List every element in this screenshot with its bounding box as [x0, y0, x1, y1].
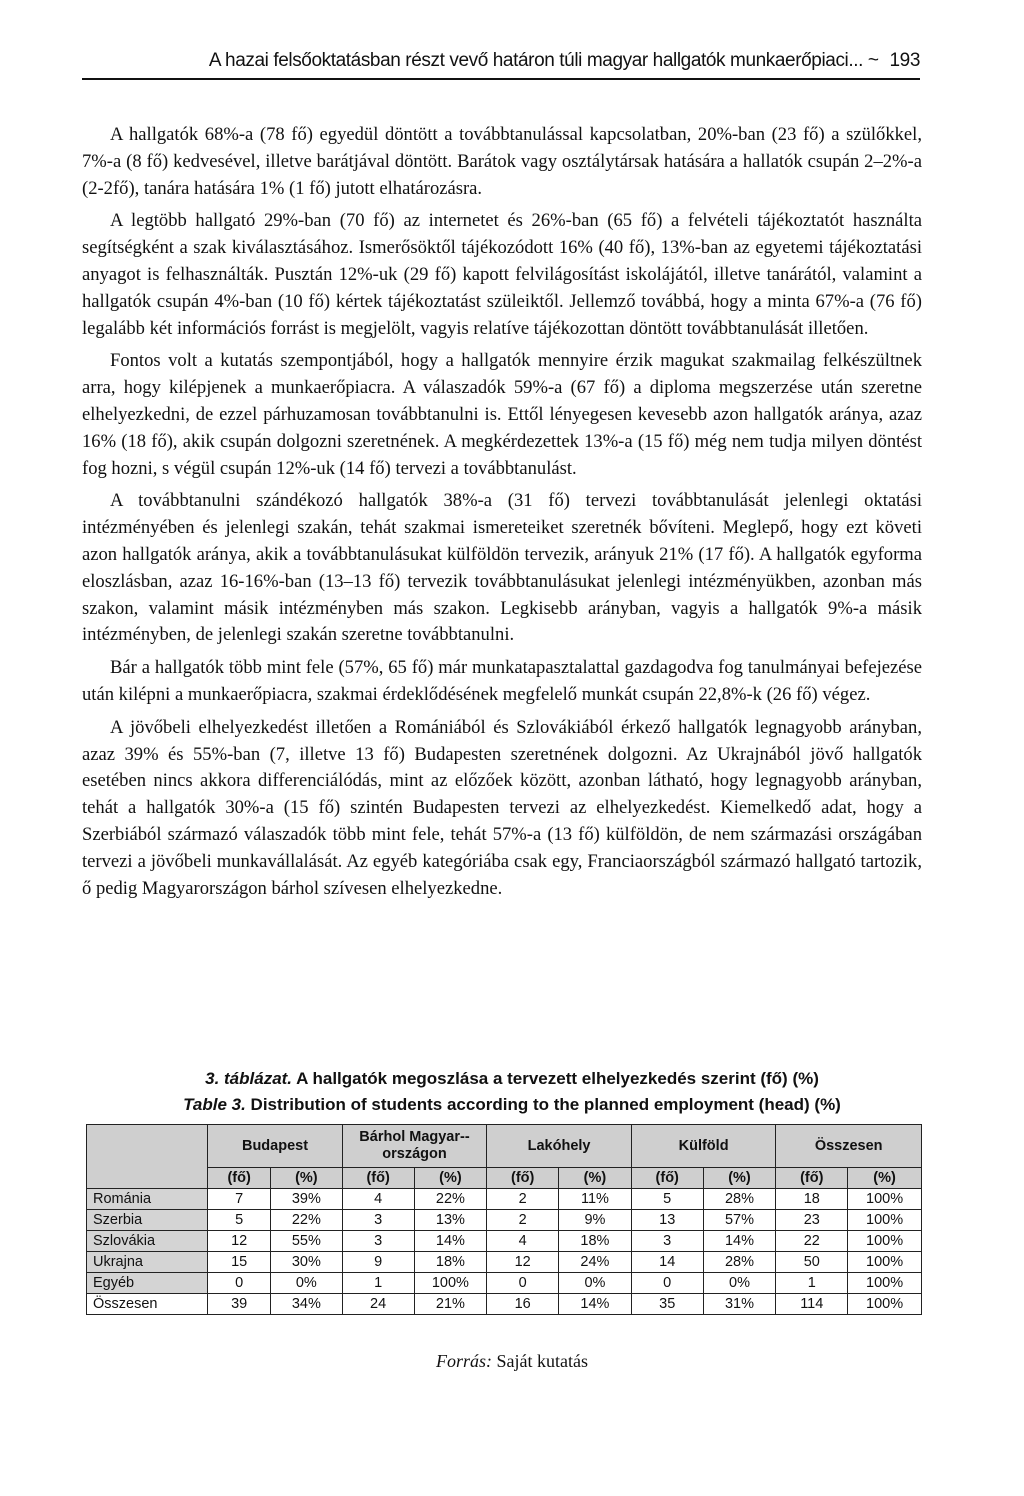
table-cell: 4	[342, 1189, 414, 1210]
table-cell: 1	[776, 1273, 848, 1294]
table-cell: 3	[342, 1231, 414, 1252]
row-label: Egyéb	[87, 1273, 208, 1294]
table-cell: 9	[342, 1252, 414, 1273]
row-label: Összesen	[87, 1294, 208, 1315]
table-cell: 24	[342, 1294, 414, 1315]
subheader-pct: (%)	[270, 1168, 342, 1189]
col-header-budapest: Budapest	[208, 1125, 342, 1168]
table-cell: 3	[631, 1231, 703, 1252]
col-header-kulfold: Külföld	[631, 1125, 776, 1168]
table-caption-hu	[82, 1068, 942, 1090]
table-row	[87, 1273, 922, 1294]
table-cell: 0%	[703, 1273, 776, 1294]
table-cell: 15	[208, 1252, 271, 1273]
paragraph: Fontos volt a kutatás szempontjából, hogy a hallgatók mennyire érzik magukat szakmailag felkészültnek arra, hogy kilépjenek a munkaerőpiacra. A válaszadók 59%-a (67 fő) a diploma megszerzése után szeretne elhelyezkedni, de ezzel párhuzamosan továbbtanulni is. Ettől lényegesen kevesebb azon hallgatók aránya, azaz 16% (18 fő), akik csupán dolgozni szeretnének. A megkérdezettek 13%-a (15 fő) még nem tudja milyen döntést fog hozni, s végül csupán 12%-uk (14 fő) tervezi a továbbtanulást.	[82, 350, 922, 479]
source-label: Forrás:	[436, 1351, 493, 1371]
running-title: A hazai felsőoktatásban részt vevő határon túli magyar hallgatók munkaerőpiaci... ~	[208, 50, 879, 71]
col-header-lakohely: Lakóhely	[487, 1125, 632, 1168]
table-source	[82, 1351, 942, 1372]
table-cell: 0	[208, 1273, 271, 1294]
table-cell: 31%	[703, 1294, 776, 1315]
table-cell: 12	[487, 1252, 559, 1273]
subheader-pct: (%)	[703, 1168, 776, 1189]
table-cell: 2	[487, 1210, 559, 1231]
paragraph: Bár a hallgatók több mint fele (57%, 65 fő) már munkatapasztalattal gazdagodva fog tanulmányai befejezése után kilépni a munkaerőpiacra, szakmai érdeklődésének megfelelő munkát csupán 22,8%-k (26 fő) végez.	[82, 657, 922, 705]
table-cell: 23	[776, 1210, 848, 1231]
table-cell: 57%	[703, 1210, 776, 1231]
subheader-fo: (fő)	[776, 1168, 848, 1189]
data-table	[86, 1124, 922, 1315]
table-cell: 100%	[848, 1252, 922, 1273]
table-caption-hu-text: A hallgatók megoszlása a tervezett elhelyezkedés szerint (fő) (%)	[296, 1069, 819, 1088]
table-cell: 55%	[270, 1231, 342, 1252]
table-cell: 22	[776, 1231, 848, 1252]
table-cell: 28%	[703, 1252, 776, 1273]
table-cell: 22%	[414, 1189, 487, 1210]
table-cell: 28%	[703, 1189, 776, 1210]
subheader-pct: (%)	[848, 1168, 922, 1189]
row-label: Ukrajna	[87, 1252, 208, 1273]
paragraph: A jövőbeli elhelyezkedést illetően a Romániából és Szlovákiából érkező hallgatók legnagyobb arányban, azaz 39% és 55%-ban (7, illetve 13 fő) Budapesten szeretnének dolgozni. Az Ukrajnából jövő hallgatók esetében nincs akkora differenciálódás, mint az előzőek között, azonban látható, hogy legnagyobb arányban, tehát a hallgatók 30%-a (15 fő) szintén Budapesten tervezi az elhelyezkedést. Kiemelkedő adat, hogy a Szerbiából származó válaszadók több mint fele, tehát 57%-a (13 fő) külföldön, de nem származási országában tervezi a jövőbeli munkavállalását. Az egyéb kategóriába csak egy, Franciaországból származó hallgató tartozik, ő pedig Magyarországon bárhol szívesen elhelyezkedne.	[82, 716, 922, 899]
subheader-fo: (fő)	[487, 1168, 559, 1189]
table-cell: 22%	[270, 1210, 342, 1231]
table-corner	[87, 1125, 208, 1189]
page-number: 193	[889, 50, 920, 71]
table-cell: 24%	[559, 1252, 632, 1273]
table-cell: 18%	[414, 1252, 487, 1273]
source-text: Saját kutatás	[496, 1351, 588, 1371]
table-cell: 39%	[270, 1189, 342, 1210]
table-cell: 2	[487, 1189, 559, 1210]
col-header-osszesen: Összesen	[776, 1125, 922, 1168]
table-cell: 5	[631, 1189, 703, 1210]
table-cell: 100%	[848, 1273, 922, 1294]
table-cell: 13	[631, 1210, 703, 1231]
table-row	[87, 1294, 922, 1315]
table-cell: 5	[208, 1210, 271, 1231]
table-cell: 12	[208, 1231, 271, 1252]
table-cell: 35	[631, 1294, 703, 1315]
row-label: Románia	[87, 1189, 208, 1210]
table-row	[87, 1252, 922, 1273]
table-row	[87, 1189, 922, 1210]
table-caption-en-text: Distribution of students according to the planned employment (head) (%)	[250, 1095, 841, 1114]
paragraph: A legtöbb hallgató 29%-ban (70 fő) az internetet és 26%-ban (65 fő) a felvételi tájékoztatót használta segítségként a szak kiválasztásához. Ismerősöktől tájékozódott 16% (40 fő), 13%-ban az egyetemi tájékoztatási anyagot is felhasználták. Pusztán 12%-uk (29 fő) kapott felvilágosítást iskolájától, illetve tanárától, valamint a hallgatók csupán 4%-ban (10 fő) kértek tájékoztatást szüleiktől. Jellemző továbbá, hogy a minta 67%-a (76 fő) legalább két információs forrást is megjelölt, vagyis relatíve tájékozottan döntött továbbtanulását illetően.	[82, 210, 922, 339]
col-header-barhol: Bárhol Magyar-országon	[342, 1125, 487, 1168]
table-cell: 14%	[703, 1231, 776, 1252]
table-cell: 100%	[414, 1273, 487, 1294]
table-cell: 100%	[848, 1210, 922, 1231]
table-cell: 34%	[270, 1294, 342, 1315]
table-row	[87, 1210, 922, 1231]
table-cell: 18	[776, 1189, 848, 1210]
table-cell: 100%	[848, 1231, 922, 1252]
table-cell: 14	[631, 1252, 703, 1273]
table-cell: 0%	[270, 1273, 342, 1294]
table-row	[87, 1231, 922, 1252]
subheader-pct: (%)	[559, 1168, 632, 1189]
table-cell: 1	[342, 1273, 414, 1294]
table-cell: 100%	[848, 1189, 922, 1210]
table-cell: 9%	[559, 1210, 632, 1231]
table-cell: 114	[776, 1294, 848, 1315]
paragraph: A továbbtanulni szándékozó hallgatók 38%-a (31 fő) tervezi továbbtanulását jelenlegi oktatási intézményében és jelenlegi szakán, tehát szakmai ismereteiket szeretnék bővíteni. Meglepő, hogy ezt követi azon hallgatók aránya, akik a továbbtanulásukat külföldön tervezik, arányuk 21% (17 fő). A hallgatók egyforma eloszlásban, azaz 16-16%-ban (13–13 fő) tervezik továbbtanulásukat jelenlegi intézményükben, azonban más szakon, valamint másik intézményben más szakon. Legkisebb arányban, vagyis a hallgatók 9%-a másik intézményben, de jelenlegi szakán szeretne továbbtanulni.	[82, 490, 922, 646]
row-label: Szlovákia	[87, 1231, 208, 1252]
table-cell: 18%	[559, 1231, 632, 1252]
subheader-fo: (fő)	[342, 1168, 414, 1189]
running-header	[82, 50, 920, 80]
table-cell: 0%	[559, 1273, 632, 1294]
table-cell: 4	[487, 1231, 559, 1252]
body-text	[82, 122, 922, 908]
table-cell: 7	[208, 1189, 271, 1210]
table-cell: 3	[342, 1210, 414, 1231]
paragraph: A hallgatók 68%-a (78 fő) egyedül döntött a továbbtanulással kapcsolatban, 20%-ban (23 fő) a szülőkkel, 7%-a (8 fő) kedvesével, illetve barátjával döntött. Barátok vagy osztálytársak hatására a hallatók csupán 2–2%-a (2-2fő), tanára hatására 1% (1 fő) jutott elhatározásra.	[82, 124, 922, 199]
table-cell: 16	[487, 1294, 559, 1315]
table-caption-en	[82, 1094, 942, 1116]
table-cell: 0	[631, 1273, 703, 1294]
table-cell: 50	[776, 1252, 848, 1273]
table-cell: 39	[208, 1294, 271, 1315]
table-cell: 14%	[414, 1231, 487, 1252]
table-cell: 100%	[848, 1294, 922, 1315]
subheader-fo: (fő)	[208, 1168, 271, 1189]
table-cell: 21%	[414, 1294, 487, 1315]
table-cell: 14%	[559, 1294, 632, 1315]
table-cell: 13%	[414, 1210, 487, 1231]
table-caption-hu-label: 3. táblázat.	[205, 1069, 293, 1088]
table-cell: 11%	[559, 1189, 632, 1210]
table-cell: 30%	[270, 1252, 342, 1273]
table-caption-en-label: Table 3.	[183, 1095, 246, 1114]
row-label: Szerbia	[87, 1210, 208, 1231]
table-cell: 0	[487, 1273, 559, 1294]
subheader-fo: (fő)	[631, 1168, 703, 1189]
subheader-pct: (%)	[414, 1168, 487, 1189]
